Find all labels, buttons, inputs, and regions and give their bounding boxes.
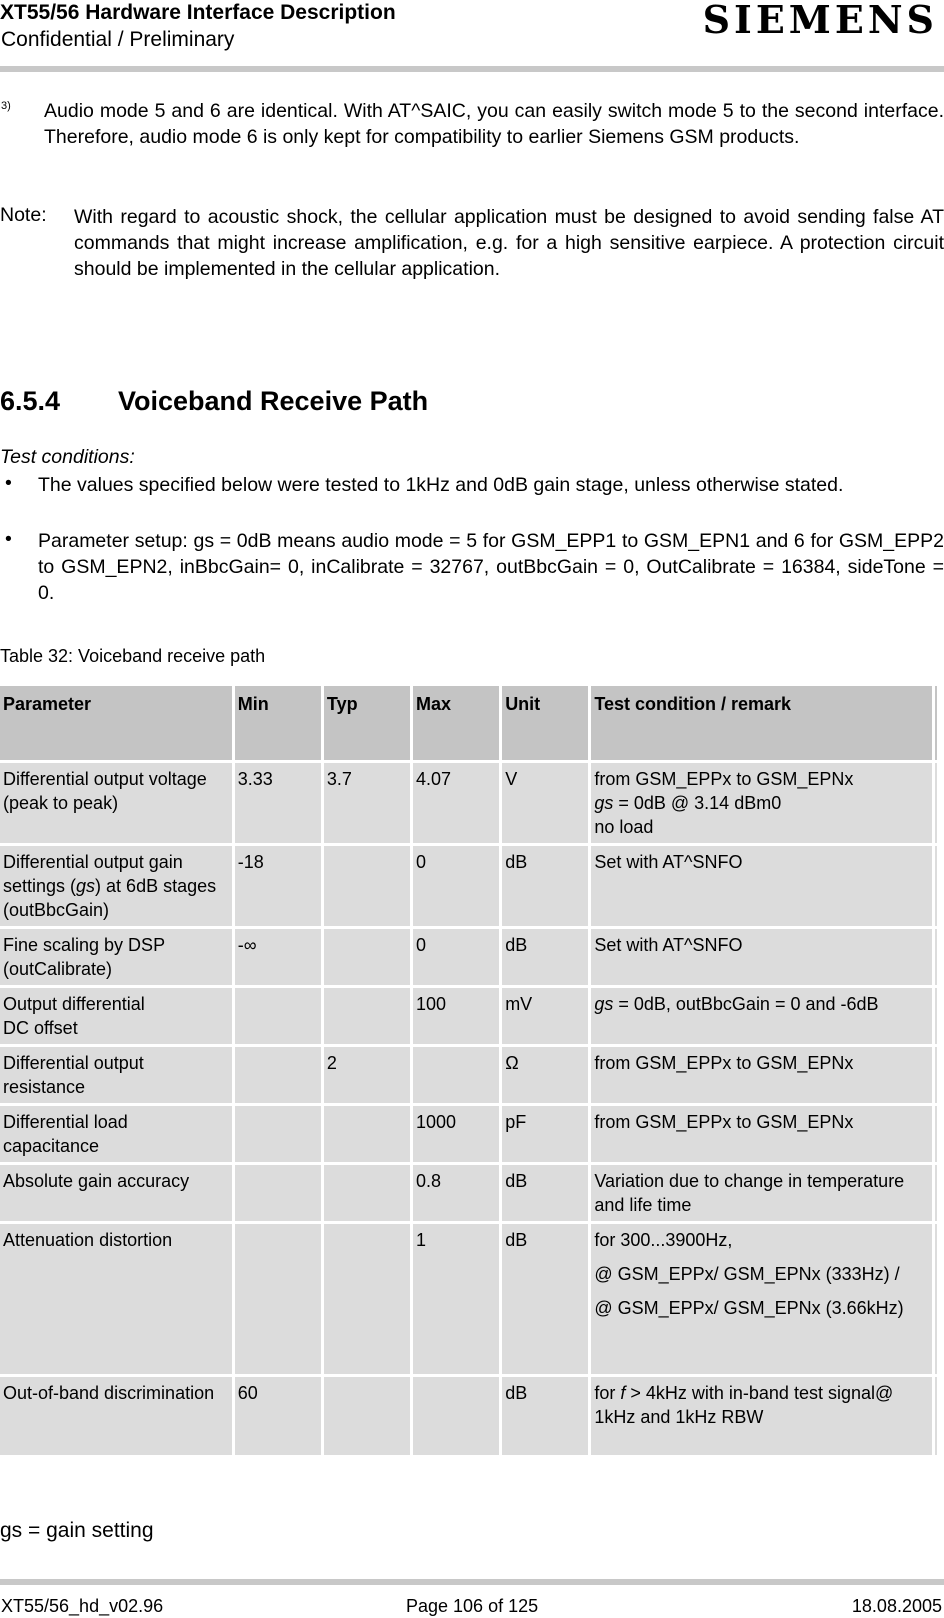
table-row: [0, 929, 937, 985]
max-cell: 0.8: [413, 1165, 499, 1221]
note-label: Note:: [0, 204, 47, 226]
header-cell: Min: [235, 686, 321, 760]
remark-text: > 4kHz with in-band test signal@ 1kHz and 1kHz RBW: [594, 1383, 894, 1427]
edge-cell: [935, 1165, 937, 1221]
edge-cell: [935, 686, 937, 760]
siemens-logo: SIEMENS: [702, 0, 938, 42]
param-cell: Differential output resistance: [0, 1047, 232, 1103]
table-row: [0, 1165, 937, 1221]
edge-cell: [935, 763, 937, 843]
section-title: Voiceband Receive Path: [118, 386, 429, 416]
param-text: ) at 6dB stages (outBbcGain): [3, 876, 217, 920]
min-cell: [235, 1106, 321, 1162]
typ-cell: [324, 988, 410, 1044]
header-cell: Max: [413, 686, 499, 760]
remark-cell: from GSM_EPPx to GSM_EPNx: [591, 1047, 932, 1103]
footer-rule: [0, 1579, 944, 1585]
footnote-mark: 3): [1, 100, 11, 112]
param-cell: Absolute gain accuracy: [0, 1165, 232, 1221]
typ-cell: 2: [324, 1047, 410, 1103]
edge-cell: [935, 1224, 937, 1374]
doc-title: XT55/56 Hardware Interface Description: [0, 1, 396, 24]
header-cell: Unit: [502, 686, 588, 760]
table-row: [0, 988, 937, 1044]
param-cell: Differential load capacitance: [0, 1106, 232, 1162]
section-number: 6.5.4: [0, 386, 61, 416]
min-cell: [235, 1047, 321, 1103]
unit-cell: dB: [502, 929, 588, 985]
max-cell: 1: [413, 1224, 499, 1374]
remark-cell: from GSM_EPPx to GSM_EPNx: [591, 1106, 932, 1162]
param-text: Output differential: [3, 994, 145, 1014]
remark-cell: [591, 988, 932, 1044]
min-cell: [235, 1224, 321, 1374]
gs-symbol: gs: [76, 876, 96, 896]
min-cell: [235, 988, 321, 1044]
unit-cell: Ω: [502, 1047, 588, 1103]
edge-cell: [935, 988, 937, 1044]
remark-cell: Set with AT^SNFO: [591, 929, 932, 985]
edge-cell: [935, 1047, 937, 1103]
param-cell: Out-of-band discrimination: [0, 1377, 232, 1455]
footer-date: 18.08.2005: [851, 1596, 942, 1616]
table-row: [0, 846, 937, 926]
param-text: Differential output gain settings (: [3, 852, 183, 896]
typ-cell: [324, 1377, 410, 1455]
footer-page-number: Page 106 of 125: [406, 1596, 539, 1616]
remark-line: @ GSM_EPPx/ GSM_EPNx (333Hz) /: [594, 1264, 900, 1284]
header-cell: Test condition / remark: [591, 686, 932, 760]
test-condition-item: Parameter setup: gs = 0dB means audio mode = 5 for GSM_EPP1 to GSM_EPN1 and 6 for GSM_EPP2 to GSM_EPN2, inBbcGain= 0, inCalibrate = 32767, outBbcGain = 0, OutCalibrate = 16384, sideTone = 0.: [38, 530, 944, 604]
typ-cell: [324, 929, 410, 985]
typ-cell: [324, 1165, 410, 1221]
param-cell: Fine scaling by DSP (outCalibrate): [0, 929, 232, 985]
table-row: [0, 1377, 937, 1455]
remark-cell: Set with AT^SNFO: [591, 846, 932, 926]
unit-cell: dB: [502, 846, 588, 926]
bullet-dot: •: [5, 472, 12, 494]
remark-cell: [591, 1377, 932, 1455]
typ-cell: 3.7: [324, 763, 410, 843]
param-cell: [0, 846, 232, 926]
table-row: [0, 1106, 937, 1162]
typ-cell: [324, 1106, 410, 1162]
min-cell: 60: [235, 1377, 321, 1455]
remark-line: = 0dB @ 3.14 dBm0: [613, 793, 782, 813]
header-cell: Parameter: [0, 686, 232, 760]
unit-cell: V: [502, 763, 588, 843]
header-cell: Typ: [324, 686, 410, 760]
remark-text: for: [594, 1383, 621, 1403]
header-rule: [0, 66, 944, 72]
footnote-text: Audio mode 5 and 6 are identical. With AT^SAIC, you can easily switch mode 5 to the second interface. Therefore, audio mode 6 is only kept for compatibility to earlier Siemens GSM products.: [44, 100, 944, 148]
f-symbol: f: [620, 1383, 626, 1403]
gs-symbol: gs: [594, 793, 614, 813]
max-cell: [413, 1047, 499, 1103]
min-cell: -18: [235, 846, 321, 926]
min-cell: 3.33: [235, 763, 321, 843]
bullet-dot: •: [5, 528, 12, 550]
unit-cell: pF: [502, 1106, 588, 1162]
max-cell: 4.07: [413, 763, 499, 843]
table-header-row: [0, 686, 937, 760]
remark-line: no load: [594, 817, 654, 837]
edge-cell: [935, 846, 937, 926]
typ-cell: [324, 846, 410, 926]
min-cell: -∞: [235, 929, 321, 985]
remark-line: from GSM_EPPx to GSM_EPNx: [594, 769, 854, 789]
gs-definition: gs = gain setting: [0, 1519, 154, 1542]
gs-symbol: gs: [594, 994, 614, 1014]
remark-cell: [591, 763, 932, 843]
remark-text: = 0dB, outBbcGain = 0 and -6dB: [613, 994, 879, 1014]
max-cell: 100: [413, 988, 499, 1044]
footer-doc-id: XT55/56_hd_v02.96: [1, 1596, 164, 1616]
table-caption: Table 32: Voiceband receive path: [0, 646, 266, 666]
unit-cell: dB: [502, 1165, 588, 1221]
unit-cell: dB: [502, 1377, 588, 1455]
doc-subtitle: Confidential / Preliminary: [1, 28, 235, 51]
voiceband-receive-table: [0, 683, 940, 1458]
table-row: [0, 763, 937, 843]
unit-cell: mV: [502, 988, 588, 1044]
remark-line: @ GSM_EPPx/ GSM_EPNx (3.66kHz): [594, 1298, 904, 1318]
remark-cell: [591, 1224, 932, 1374]
edge-cell: [935, 1377, 937, 1455]
test-condition-item: The values specified below were tested to 1kHz and 0dB gain stage, unless otherwise stated.: [38, 474, 844, 496]
param-text: DC offset: [3, 1018, 78, 1038]
max-cell: 1000: [413, 1106, 499, 1162]
table-row: [0, 1224, 937, 1374]
param-cell: Attenuation distortion: [0, 1224, 232, 1374]
param-cell: [0, 988, 232, 1044]
note-text: With regard to acoustic shock, the cellular application must be designed to avoid sending false AT commands that might increase amplification, e.g. for a high sensitive earpiece. A protection circuit should be implemented in the cellular application.: [74, 206, 944, 280]
max-cell: 0: [413, 846, 499, 926]
min-cell: [235, 1165, 321, 1221]
remark-line: for 300...3900Hz,: [594, 1230, 733, 1250]
max-cell: [413, 1377, 499, 1455]
typ-cell: [324, 1224, 410, 1374]
edge-cell: [935, 929, 937, 985]
test-conditions-label: Test conditions:: [0, 446, 135, 468]
unit-cell: dB: [502, 1224, 588, 1374]
edge-cell: [935, 1106, 937, 1162]
table-row: [0, 1047, 937, 1103]
param-cell: Differential output voltage (peak to peak): [0, 763, 232, 843]
remark-cell: Variation due to change in temperature and life time: [591, 1165, 932, 1221]
max-cell: 0: [413, 929, 499, 985]
